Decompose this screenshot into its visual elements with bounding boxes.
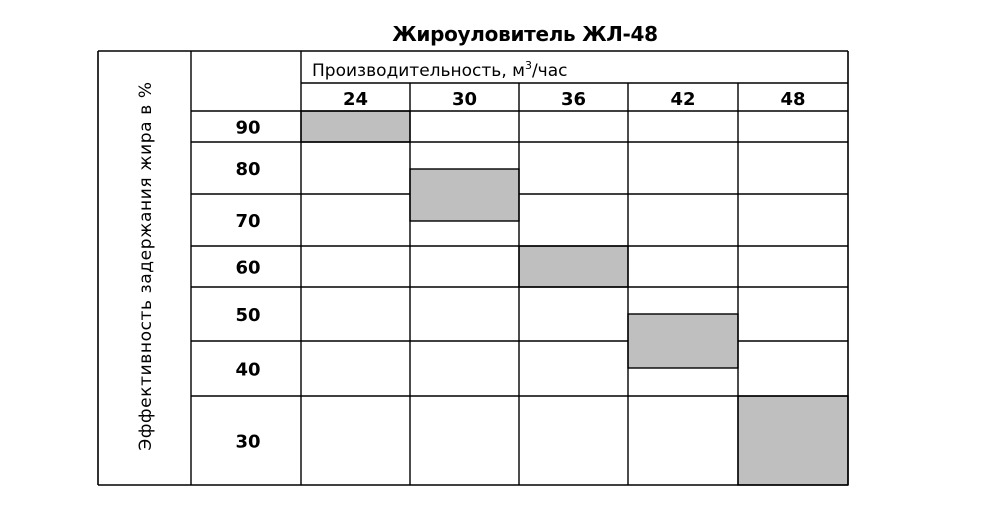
column-label-42: 42 (670, 89, 696, 110)
row-label-50: 50 (235, 305, 261, 326)
x-axis-label-superscript: 3 (524, 59, 532, 72)
y-axis-label: Эффективность задержания жира в % (136, 81, 156, 451)
highlight-cells (301, 111, 848, 485)
column-label-30: 30 (451, 89, 478, 110)
table-grid (98, 51, 848, 485)
row-label-40: 40 (235, 359, 261, 381)
highlight-cell-30 (410, 169, 519, 221)
x-axis-label-suffix: /час (531, 61, 568, 81)
column-label-24: 24 (342, 89, 369, 110)
row-label-30: 30 (235, 431, 261, 453)
highlight-cell-42 (628, 314, 738, 368)
chart-title: Жироуловитель ЖЛ-48 (392, 22, 658, 46)
highlight-cell-36 (519, 246, 628, 287)
row-label-80: 80 (235, 159, 261, 180)
column-labels (343, 89, 806, 110)
highlight-cell-48 (738, 396, 848, 485)
row-label-70: 70 (235, 211, 261, 232)
row-label-90: 90 (235, 117, 261, 139)
column-label-48: 48 (780, 89, 806, 110)
x-axis-label: Производительность, $м^3$/час (312, 59, 568, 81)
row-labels (235, 118, 260, 453)
highlight-cell-24 (301, 111, 410, 142)
column-label-36: 36 (560, 89, 587, 110)
row-label-60: 60 (235, 257, 261, 279)
